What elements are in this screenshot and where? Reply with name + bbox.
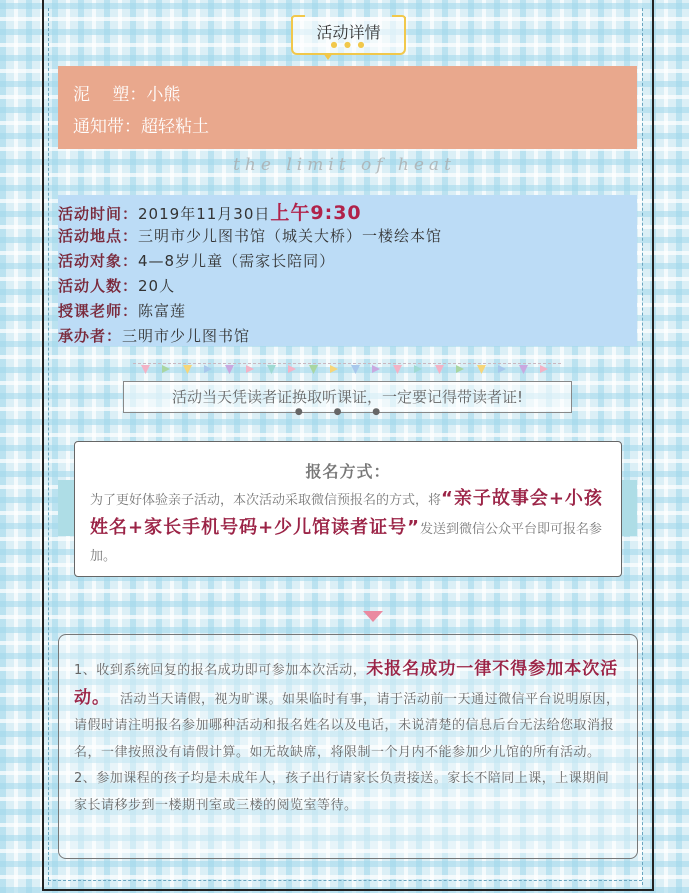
info-label: 活动时间： [58,205,139,223]
info-row-count [58,275,175,296]
info-value: 三明市少儿图书馆 [122,327,251,345]
info-row-teacher [58,300,186,321]
materials-row-clay [73,80,180,105]
info-value: 2019年11月30日 [138,205,271,223]
info-row-target [58,250,335,271]
info-row-time [58,198,362,225]
bunting-decoration-icon [133,361,561,381]
registration-card [74,441,622,577]
info-label: 活动地点： [58,227,139,245]
materials-label: 泥 塑： [73,85,147,105]
rules-box [58,634,638,859]
down-arrow-icon [363,611,383,622]
section-title: 活动详情 [316,23,381,42]
dashed-border-right [642,8,643,885]
notice-banner: 活动当天凭读者证换取听课证，一定要记得带读者证! [123,381,572,413]
title-tail-icon [323,53,333,60]
notice-dots-icon: ● ● ● [294,407,395,417]
info-label: 承办者： [58,327,123,345]
rule-1-detail: 活动当天请假，视为旷课。如果临时有事，请于活动前一天通过微信平台说明原因，请假时请注明报名参加哪种活动和报名姓名以及电话，未说清楚的信息后台无法给您取消报名，一律按照没有请假计算。如无故缺席，将限制一个月内不能参加少儿馆的所有活动。 [74,691,620,760]
materials-value: 小熊 [146,85,181,105]
registration-title: 报名方式： [305,462,391,481]
materials-box [58,66,637,149]
info-label: 授课老师： [58,302,139,320]
info-label: 活动对象： [58,252,139,270]
dashed-border-left [48,8,49,885]
materials-row-notice-band [73,112,209,137]
rules-text [74,656,622,819]
registration-text [90,485,605,570]
info-row-place [58,225,442,246]
info-row-organizer [58,325,250,346]
rule-2-text: 2、参加课程的孩子均是未成年人，孩子出行请家长负责接送。家长不陪同上课，上课期间家长请移步到一楼期刊室或三楼的阅览室等待。 [74,771,610,813]
title-dots-icon: ● ● ● [330,40,367,49]
rule-1-highlight: 未报名成功一律不得参加本次活动。 [74,659,619,708]
registration-text-after: 发送到微信公众平台即可报名参加。 [90,522,603,564]
info-time-highlight: 上午9:30 [270,202,362,224]
info-label: 活动人数： [58,277,139,295]
registration-text-before: 为了更好体验亲子活动，本次活动采取微信预报名的方式，将 [90,493,442,508]
rule-1-text: 1、收到系统回复的报名成功即可参加本次活动， [74,663,367,678]
info-value: 陈富莲 [138,302,187,320]
materials-value: 超轻粘土 [141,117,209,137]
decorative-script: the limit of heat [233,155,456,175]
section-title-tag [291,17,406,55]
activity-info-box [58,195,637,346]
info-value: 4—8岁儿童（需家长陪同） [138,252,336,270]
dashed-border-bottom [48,880,642,881]
materials-label: 通知带： [73,117,141,137]
info-value: 三明市少儿图书馆（城关大桥）一楼绘本馆 [138,227,443,245]
info-value: 20人 [138,277,176,295]
registration-highlight: “亲子故事会+小孩姓名+家长手机号码+少儿馆读者证号” [90,488,603,538]
